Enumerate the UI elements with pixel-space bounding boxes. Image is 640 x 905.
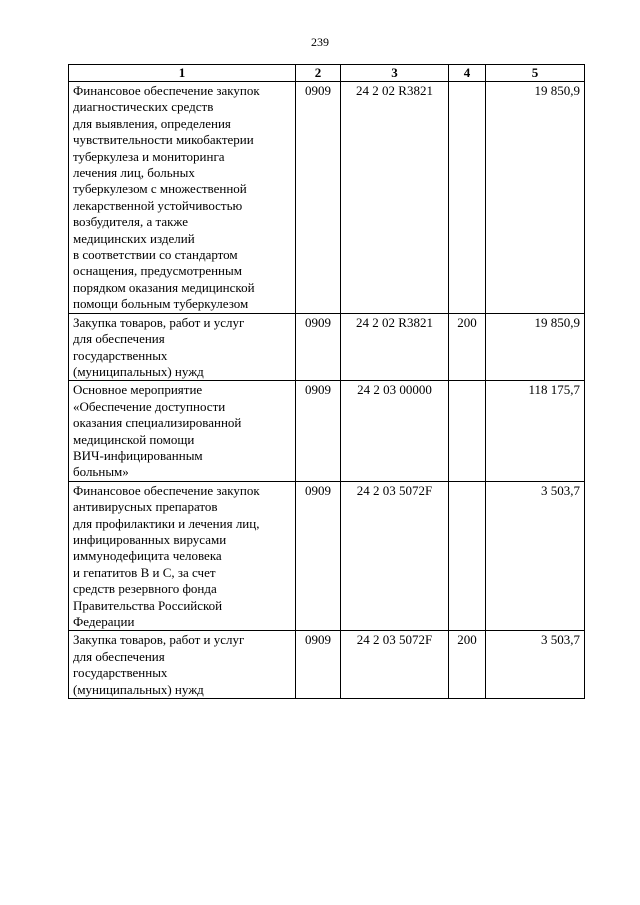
row-section-code: 0909 — [296, 381, 341, 481]
row-section-code: 0909 — [296, 313, 341, 381]
row-section-code: 0909 — [296, 481, 341, 631]
table-row — [69, 82, 585, 314]
row-amount: 118 175,7 — [486, 381, 585, 481]
row-expense-type: 200 — [449, 313, 486, 381]
row-target-code: 24 2 03 5072F — [341, 481, 449, 631]
row-expense-type — [449, 82, 486, 314]
budget-table — [68, 64, 585, 699]
row-name: Финансовое обеспечение закупок антивирусных препаратов для профилактики и лечения лиц, инфицированных вирусами иммунодефицита человека и гепатитов В и С, за счет средств резервного фонда Правительства Российской Федерации — [69, 481, 296, 631]
row-section-code: 0909 — [296, 82, 341, 314]
row-name: Закупка товаров, работ и услуг для обеспечения государственных (муниципальных) нужд — [69, 631, 296, 699]
row-expense-type: 200 — [449, 631, 486, 699]
row-target-code: 24 2 03 00000 — [341, 381, 449, 481]
header-col-1: 1 — [69, 65, 296, 82]
table-row — [69, 381, 585, 481]
table-row — [69, 631, 585, 699]
table-row — [69, 481, 585, 631]
header-row — [69, 65, 585, 82]
row-target-code: 24 2 03 5072F — [341, 631, 449, 699]
row-expense-type — [449, 481, 486, 631]
row-amount: 3 503,7 — [486, 481, 585, 631]
table-body — [69, 82, 585, 699]
header-col-3: 3 — [341, 65, 449, 82]
row-name: Финансовое обеспечение закупок диагностических средств для выявления, определения чувствительности микобактерии туберкулеза и мониторинга лечения лиц, больных туберкулезом с множественной лекарственной устойчивостью возбудителя, а также медицинских изделий в соответствии со стандартом оснащения, предусмотренным порядком оказания медицинской помощи больным туберкулезом — [69, 82, 296, 314]
row-amount: 19 850,9 — [486, 313, 585, 381]
row-amount: 3 503,7 — [486, 631, 585, 699]
page-number: 239 — [311, 35, 329, 49]
row-section-code: 0909 — [296, 631, 341, 699]
header-col-4: 4 — [449, 65, 486, 82]
header-col-5: 5 — [486, 65, 585, 82]
table-header — [69, 65, 585, 82]
header-col-2: 2 — [296, 65, 341, 82]
row-name: Закупка товаров, работ и услуг для обеспечения государственных (муниципальных) нужд — [69, 313, 296, 381]
row-expense-type — [449, 381, 486, 481]
row-target-code: 24 2 02 R3821 — [341, 313, 449, 381]
row-target-code: 24 2 02 R3821 — [341, 82, 449, 314]
row-amount: 19 850,9 — [486, 82, 585, 314]
row-name: Основное мероприятие «Обеспечение доступности оказания специализированной медицинской помощи ВИЧ-инфицированным больным» — [69, 381, 296, 481]
table-row — [69, 313, 585, 381]
